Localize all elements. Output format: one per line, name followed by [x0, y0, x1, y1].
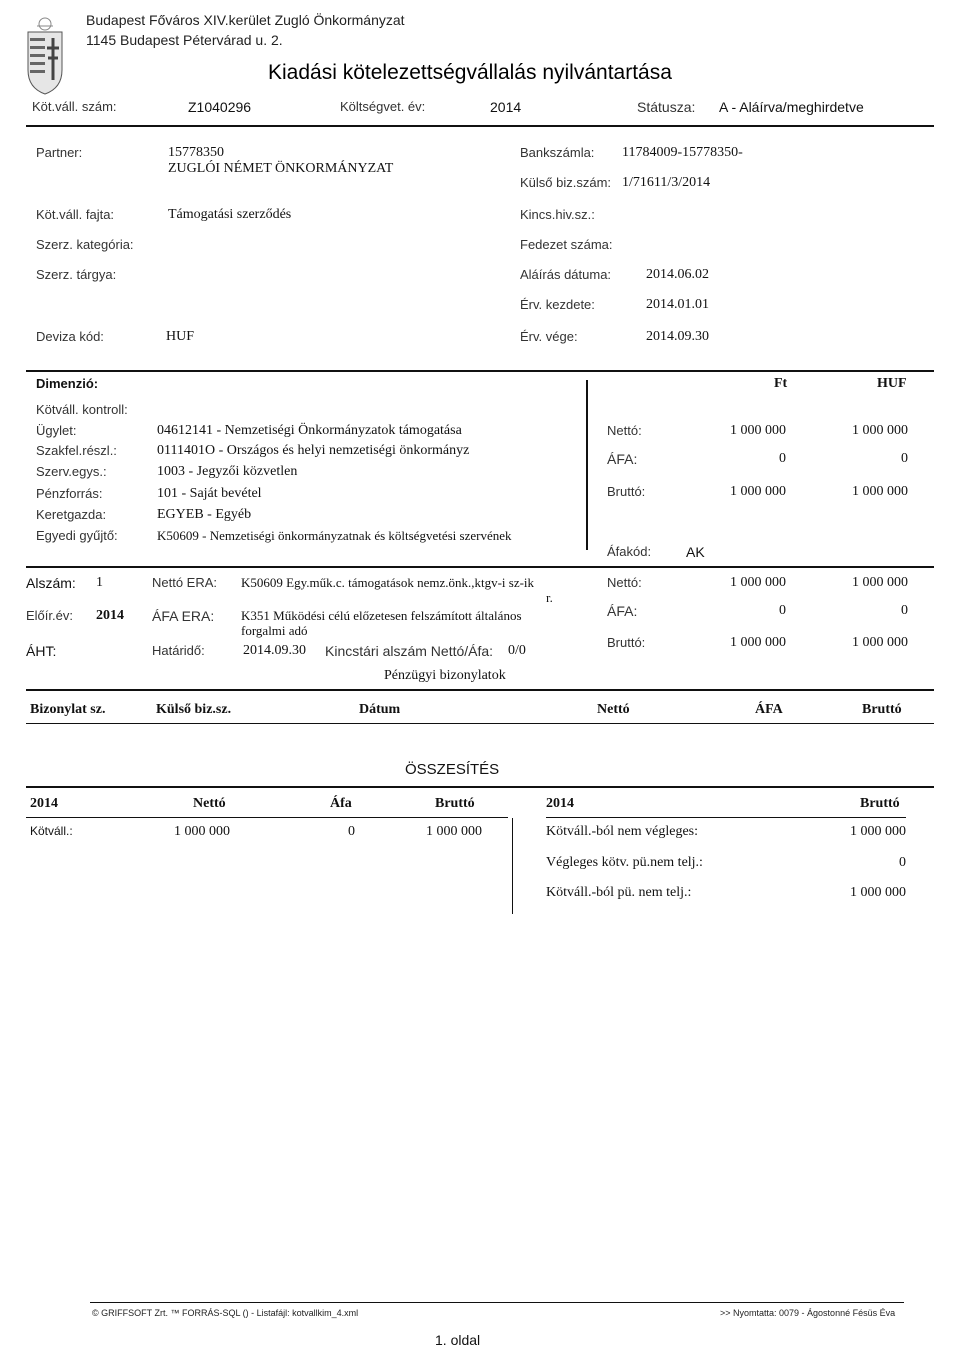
- partner-label: Partner:: [36, 145, 83, 160]
- osszesites-row-brutto: 1 000 000: [426, 824, 482, 839]
- col-netto: Nettó: [597, 702, 630, 717]
- osszesites-row-afa: 0: [348, 824, 355, 839]
- col-datum: Dátum: [359, 702, 401, 717]
- fedezet-label: Fedezet száma:: [520, 237, 613, 252]
- osszesites-left-netto: Nettó: [193, 796, 226, 811]
- netto-era-cont: r.: [546, 590, 553, 605]
- szerv: 1003 - Jegyzői közvetlen: [157, 464, 298, 479]
- alszam-netto-label: Nettó:: [607, 575, 642, 590]
- brutto-huf: 1 000 000: [852, 484, 908, 499]
- eloir: 2014: [96, 608, 124, 623]
- statusz-label: Státusza:: [637, 99, 696, 115]
- osszesites-title: ÖSSZESÍTÉS: [405, 761, 500, 778]
- netto-huf: 1 000 000: [852, 423, 908, 438]
- osszesites-right-line: [546, 817, 906, 818]
- osszesites-right-row-label: Végleges kötv. pü.nem telj.:: [546, 855, 703, 870]
- eloir-label: Előír.év:: [26, 608, 73, 623]
- osszesites-left-year: 2014: [30, 796, 58, 811]
- osszesites-right-row-value: 1 000 000: [850, 824, 906, 839]
- col-brutto: Bruttó: [862, 702, 902, 717]
- alszam-netto-huf: 1 000 000: [852, 575, 908, 590]
- kotvall-szam-label: Köt.váll. szám:: [32, 99, 117, 114]
- koltsegvet-ev: 2014: [490, 99, 522, 115]
- alszam: 1: [96, 575, 103, 590]
- penzforras-label: Pénzforrás:: [36, 486, 103, 501]
- alszam-brutto-label: Bruttó:: [607, 635, 646, 650]
- page-number: 1. oldal: [435, 1332, 481, 1348]
- osszesites-right-row-value: 1 000 000: [850, 885, 906, 900]
- netto-era-label: Nettó ERA:: [152, 575, 218, 590]
- dimenzio-divider: [26, 370, 934, 372]
- alairas: 2014.06.02: [646, 267, 709, 282]
- keretgazda: EGYEB - Egyéb: [157, 507, 252, 522]
- szerv-label: Szerv.egys.:: [36, 464, 107, 479]
- erv-vege-label: Érv. vége:: [520, 329, 578, 344]
- szakfel-label: Szakfel.részl.:: [36, 443, 117, 458]
- netto-ft: 1 000 000: [730, 423, 786, 438]
- afa-era-cont: forgalmi adó: [241, 623, 308, 638]
- osszesites-right-row-label: Kötváll.-ból nem végleges:: [546, 824, 699, 839]
- deviza-label: Deviza kód:: [36, 329, 104, 344]
- penzugyi-title: Pénzügyi bizonylatok: [384, 668, 506, 683]
- alszam-label: Alszám:: [26, 575, 76, 591]
- egyedi: K50609 - Nemzetiségi önkormányzatnak és költségvetési szervének: [157, 528, 512, 543]
- col-kulso: Külső biz.sz.: [156, 702, 232, 717]
- kincstari-label: Kincstári alszám Nettó/Áfa:: [325, 643, 494, 659]
- penzugyi-header-line: [26, 723, 934, 724]
- bankszamla: 11784009-15778350-: [622, 145, 743, 160]
- alszam-netto-ft: 1 000 000: [730, 575, 786, 590]
- header-divider: [26, 125, 934, 127]
- kincs-label: Kincs.hiv.sz.:: [520, 207, 595, 222]
- penzugyi-divider: [26, 689, 934, 691]
- osszesites-left-brutto: Bruttó: [435, 796, 475, 811]
- szakfel: 0111401O - Országos és helyi nemzetiségi önkormányz: [157, 443, 470, 458]
- page-title: Kiadási kötelezettségvállalás nyilvántartása: [268, 61, 672, 84]
- szerz-kategoria-label: Szerz. kategória:: [36, 237, 134, 252]
- col-ft: Ft: [774, 376, 788, 391]
- alairas-label: Aláírás dátuma:: [520, 267, 612, 282]
- brutto-label: Bruttó:: [607, 484, 646, 499]
- brutto-ft: 1 000 000: [730, 484, 786, 499]
- afa-label: ÁFA:: [607, 451, 638, 467]
- kotvall-szam: Z1040296: [188, 99, 252, 115]
- penzforras: 101 - Saját bevétel: [157, 486, 262, 501]
- netto-era: K50609 Egy.műk.c. támogatások nemz.önk.,ktgv-i sz-ik: [241, 575, 535, 590]
- egyedi-label: Egyedi gyűjtő:: [36, 528, 118, 543]
- osszesites-right-row-label: Kötváll.-ból pü. nem telj.:: [546, 885, 692, 900]
- afakod: AK: [686, 544, 705, 560]
- erv-kezdete-label: Érv. kezdete:: [520, 297, 595, 312]
- col-bizonylat: Bizonylat sz.: [30, 702, 106, 717]
- hatarido-label: Határidő:: [152, 643, 205, 658]
- osszesites-divider: [26, 786, 934, 788]
- osszesites-separator: [512, 818, 513, 914]
- alszam-brutto-ft: 1 000 000: [730, 635, 786, 650]
- osszesites-left-afa: Áfa: [330, 796, 352, 811]
- dimenzio-title: Dimenzió:: [36, 376, 99, 391]
- afa-era: K351 Működési célú előzetesen felszámított általános: [241, 608, 522, 623]
- erv-kezdete: 2014.01.01: [646, 297, 709, 312]
- dimenzio-separator: [586, 380, 588, 550]
- hatarido: 2014.09.30: [243, 643, 306, 658]
- deviza: HUF: [166, 329, 195, 344]
- keretgazda-label: Keretgazda:: [36, 507, 107, 522]
- footer-left: © GRIFFSOFT Zrt. ™ FORRÁS-SQL () - Listafájl: kotvallkim_4.xml: [92, 1308, 359, 1318]
- statusz: A - Aláírva/meghirdetve: [719, 99, 864, 115]
- kotvall-kontroll-label: Kötváll. kontroll:: [36, 402, 128, 417]
- alszam-afa-huf: 0: [901, 603, 908, 618]
- ugylet: 04612141 - Nemzetiségi Önkormányzatok támogatása: [157, 423, 462, 438]
- coat-of-arms-logo: [22, 14, 68, 96]
- afa-era-label: ÁFA ERA:: [152, 608, 215, 624]
- kincstari: 0/0: [508, 643, 526, 658]
- osszesites-right-year: 2014: [546, 796, 574, 811]
- koltsegvet-ev-label: Költségvet. év:: [340, 99, 426, 114]
- org-name: Budapest Főváros XIV.kerület Zugló Önkormányzat: [86, 12, 405, 28]
- bankszamla-label: Bankszámla:: [520, 145, 595, 160]
- osszesites-right-brutto: Bruttó: [860, 796, 900, 811]
- erv-vege: 2014.09.30: [646, 329, 709, 344]
- ugylet-label: Ügylet:: [36, 423, 77, 438]
- fajta-label: Köt.váll. fajta:: [36, 207, 115, 222]
- aht-label: ÁHT:: [26, 643, 57, 659]
- netto-label: Nettó:: [607, 423, 642, 438]
- fajta: Támogatási szerződés: [168, 207, 292, 222]
- szerz-targy-label: Szerz. tárgya:: [36, 267, 117, 282]
- col-afa: ÁFA: [755, 702, 783, 717]
- alszam-brutto-huf: 1 000 000: [852, 635, 908, 650]
- org-address: 1145 Budapest Pétervárad u. 2.: [86, 32, 283, 48]
- alszam-afa-ft: 0: [779, 603, 786, 618]
- osszesites-row-label: Kötváll.:: [30, 824, 73, 838]
- kulso-biz-label: Külső biz.szám:: [520, 175, 612, 190]
- afa-ft: 0: [779, 451, 786, 466]
- afakod-label: Áfakód:: [607, 544, 652, 559]
- alszam-afa-label: ÁFA:: [607, 603, 638, 619]
- osszesites-row-netto: 1 000 000: [174, 824, 230, 839]
- partner-name: ZUGLÓI NÉMET ÖNKORMÁNYZAT: [168, 161, 394, 176]
- osszesites-left-line: [26, 817, 508, 818]
- footer-line: [90, 1302, 904, 1303]
- partner-code: 15778350: [168, 145, 224, 160]
- footer-right: >> Nyomtatta: 0079 - Ágostonné Fésüs Éva: [720, 1308, 896, 1318]
- col-huf: HUF: [877, 376, 907, 391]
- afa-huf: 0: [901, 451, 908, 466]
- osszesites-right-row-value: 0: [899, 855, 906, 870]
- alszam-divider: [26, 566, 934, 568]
- kulso-biz: 1/71611/3/2014: [622, 175, 711, 190]
